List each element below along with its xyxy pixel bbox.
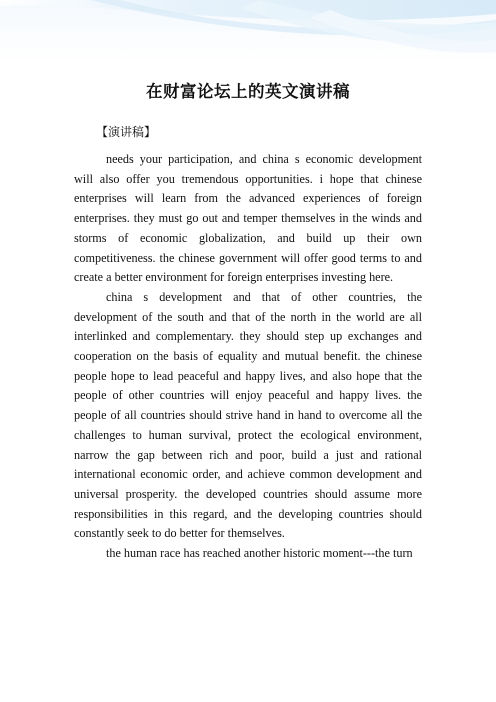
body-paragraph-3: the human race has reached another historic moment---the turn [106, 546, 413, 561]
document-body [74, 150, 422, 564]
document-title: 在财富论坛上的英文演讲稿 [146, 82, 350, 101]
body-paragraph-1: needs your participation, and china s economic development will also offer you tremendous opportunities. i hope that chinese enterprises will learn from the advanced experiences of foreign enterprises. they must go out and temper themselves in the winds and storms of economic globalization, and build up their own competitiveness. the chinese government will offer good terms to and create a better environment for foreign enterprises investing here. [74, 152, 422, 285]
body-paragraph-2: china s development and that of other countries, the development of the south and that of the north in the world are all interlinked and complementary. they should step up exchanges and cooperation on the basis of equality and mutual benefit. the chinese people hope to lead peaceful and happy lives, and also hope that the people of other countries will enjoy peaceful and happy lives. the people of all countries should strive hand in hand to overcome all the challenges to human survival, protect the ecological environment, narrow the gap between rich and poor, build a just and rational international economic order, and achieve common development and universal prosperity. the developed countries should assume more responsibilities in this regard, and the developing countries should constantly seek to do better for themselves. [74, 289, 422, 541]
header-wave-graphic [0, 0, 496, 64]
document-category-tag: 【演讲稿】 [96, 125, 157, 139]
header-decoration [0, 0, 496, 64]
